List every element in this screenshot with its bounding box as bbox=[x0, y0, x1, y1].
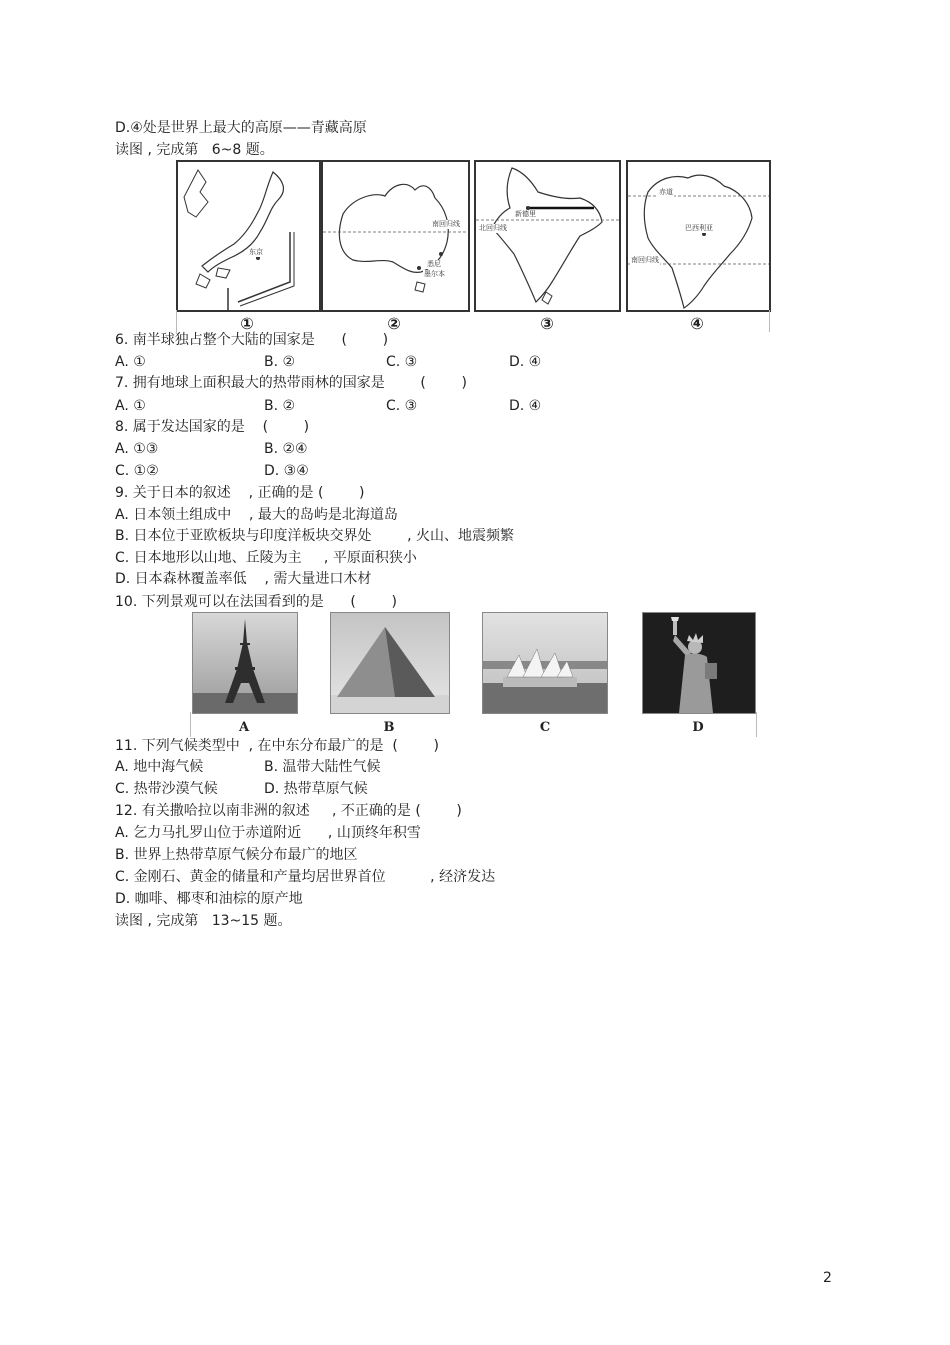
label-tropic-of-cancer: 北回归线 bbox=[479, 224, 507, 232]
question-9: 9. 关于日本的叙述 , 正确的是 ( ) bbox=[115, 485, 365, 501]
q12-option-a: A. 乞力马扎罗山位于赤道附近 , 山顶终年积雪 bbox=[115, 825, 421, 841]
q9-option-b: B. 日本位于亚欧板块与印度洋板块交界处 , 火山、地震频繁 bbox=[115, 528, 515, 544]
q8-option-b: B. ②④ bbox=[264, 441, 308, 457]
q8-option-c: C. ①② bbox=[115, 463, 159, 479]
q7-option-b: B. ② bbox=[264, 398, 296, 414]
map-australia bbox=[321, 160, 470, 312]
q12-option-d: D. 咖啡、椰枣和油棕的原产地 bbox=[115, 891, 303, 907]
q7-option-c: C. ③ bbox=[386, 398, 418, 414]
q7-option-a: A. ① bbox=[115, 398, 146, 414]
q9-option-c: C. 日本地形以山地、丘陵为主 , 平原面积狭小 bbox=[115, 550, 417, 566]
q6-option-d: D. ④ bbox=[509, 354, 542, 370]
question-7: 7. 拥有地球上面积最大的热带雨林的国家是 ( ) bbox=[115, 375, 467, 391]
photo-statue-of-liberty bbox=[642, 612, 756, 714]
q9-option-d: D. 日本森林覆盖率低 , 需大量进口木材 bbox=[115, 571, 372, 587]
map-japan bbox=[176, 160, 321, 312]
label-tropic-of-capricorn: 南回归线 bbox=[631, 256, 659, 264]
question-8: 8. 属于发达国家的是 ( ) bbox=[115, 419, 310, 435]
map-number-4: ④ bbox=[690, 314, 704, 333]
landmark-photos bbox=[190, 612, 758, 737]
photo-pyramid bbox=[330, 612, 450, 714]
photo-label-b: B bbox=[383, 720, 395, 735]
question-6: 6. 南半球独占整个大陆的国家是 ( ) bbox=[115, 332, 389, 348]
q6-option-c: C. ③ bbox=[386, 354, 418, 370]
photo-label-d: D bbox=[692, 720, 704, 735]
q11-option-b: B. 温带大陆性气候 bbox=[264, 759, 381, 775]
option-d-line: D.④处是世界上最大的高原——青藏高原 bbox=[115, 120, 367, 136]
label-sydney: 悉尼 bbox=[427, 260, 441, 268]
map-india bbox=[474, 160, 621, 312]
label-melbourne: 墨尔本 bbox=[424, 270, 445, 278]
q9-option-a: A. 日本领土组成中 , 最大的岛屿是北海道岛 bbox=[115, 507, 398, 523]
label-new-delhi: 新德里 bbox=[515, 210, 536, 218]
q7-option-d: D. ④ bbox=[509, 398, 542, 414]
page-number: 2 bbox=[823, 1270, 832, 1286]
question-12: 12. 有关撒哈拉以南非洲的叙述 , 不正确的是 ( ) bbox=[115, 803, 462, 819]
reading-instruction: 读图 , 完成第 6~8 题。 bbox=[115, 142, 274, 158]
map-number-3: ③ bbox=[540, 314, 554, 333]
q11-option-c: C. 热带沙漠气候 bbox=[115, 781, 218, 797]
label-equator: 赤道 bbox=[659, 188, 673, 196]
map-number-1: ① bbox=[240, 314, 254, 333]
q12-option-b: B. 世界上热带草原气候分布最广的地区 bbox=[115, 847, 358, 863]
q8-option-a: A. ①③ bbox=[115, 441, 159, 457]
q6-option-a: A. ① bbox=[115, 354, 146, 370]
q11-option-d: D. 热带草原气候 bbox=[264, 781, 368, 797]
label-capricorn: 南回归线 bbox=[432, 220, 460, 228]
q11-option-a: A. 地中海气候 bbox=[115, 759, 204, 775]
question-11: 11. 下列气候类型中 , 在中东分布最广的是 ( ) bbox=[115, 738, 439, 754]
q12-option-c: C. 金刚石、黄金的储量和产量均居世界首位 , 经济发达 bbox=[115, 869, 496, 885]
photo-label-c: C bbox=[539, 720, 551, 735]
reading-instruction-2: 读图 , 完成第 13~15 题。 bbox=[115, 913, 292, 929]
label-brasilia: 巴西利亚 bbox=[685, 224, 713, 232]
map-figure bbox=[176, 160, 771, 332]
map-brazil bbox=[626, 160, 771, 312]
map-number-2: ② bbox=[387, 314, 401, 333]
photo-opera-house bbox=[482, 612, 608, 714]
label-tokyo: 东京 bbox=[249, 248, 263, 256]
q6-option-b: B. ② bbox=[264, 354, 296, 370]
q8-option-d: D. ③④ bbox=[264, 463, 309, 479]
question-10: 10. 下列景观可以在法国看到的是 ( ) bbox=[115, 594, 397, 610]
photo-eiffel-tower bbox=[192, 612, 298, 714]
photo-label-a: A bbox=[238, 720, 250, 735]
